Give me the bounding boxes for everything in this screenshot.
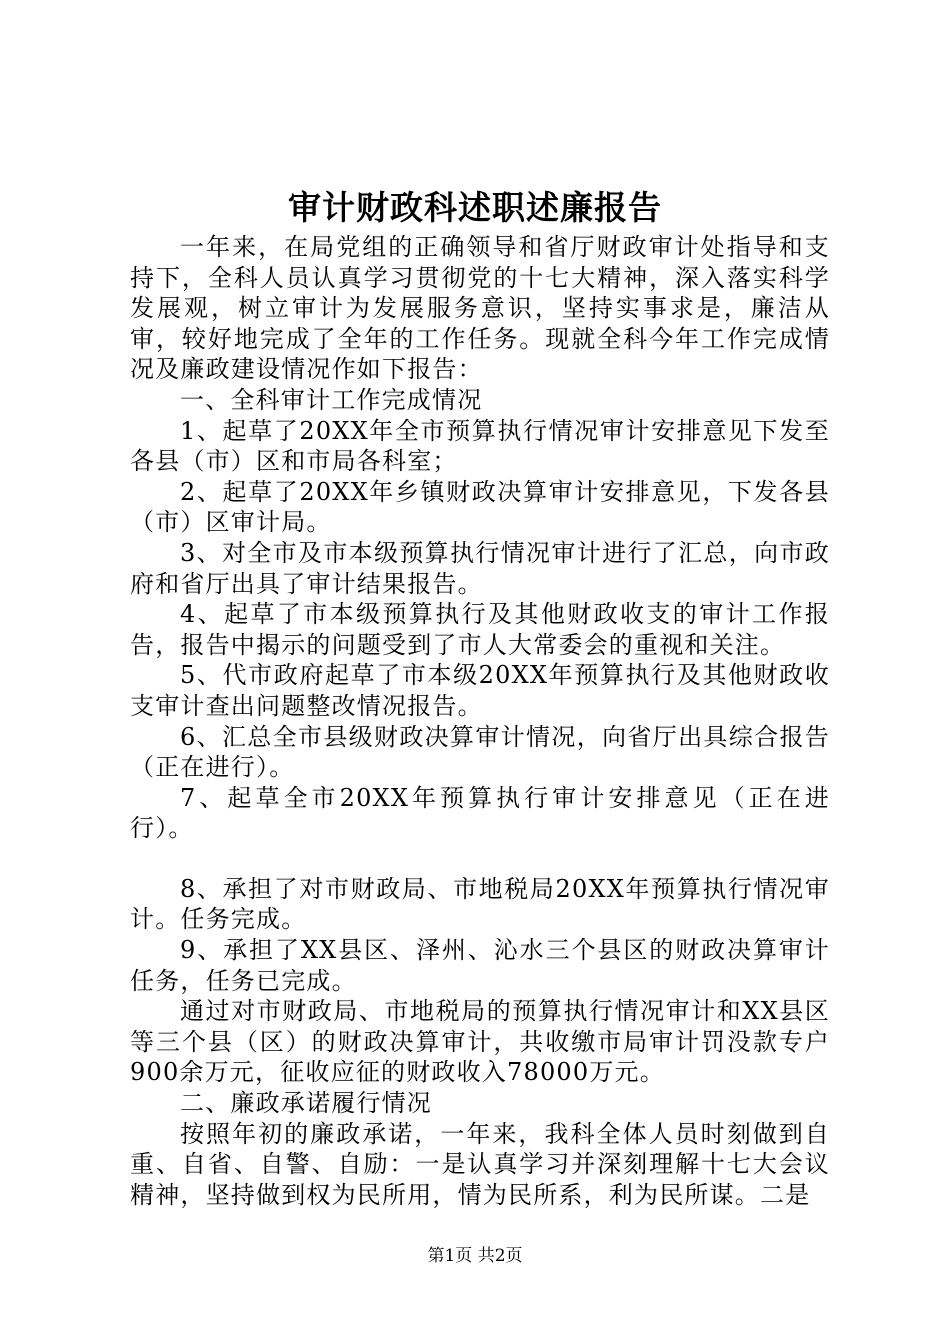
list-item-3: 3、对全市及市本级预算执行情况审计进行了汇总，向市政府和省厅出具了审计结果报告。: [130, 538, 830, 598]
page-footer: 第1页 共2页: [427, 1246, 523, 1266]
list-item-5: 5、代市政府起草了市本级20XX年预算执行及其他财政收支审计查出问题整改情况报告。: [130, 661, 830, 720]
section-heading-1: 一、全科审计工作完成情况: [180, 385, 483, 414]
document-body: [130, 232, 830, 1210]
list-item-8: 8、承担了对市财政局、市地税局20XX年预算执行情况审计。任务完成。: [130, 874, 830, 934]
list-item-6: 6、汇总全市县级财政决算审计情况，向省厅出具综合报告（正在进行）。: [130, 722, 830, 782]
section-heading-2: 二、廉政承诺履行情况: [180, 1089, 432, 1118]
paragraph-intro: 一年来，在局党组的正确领导和省厅财政审计处指导和支持下，全科人员认真学习贯彻党的十七大精神，深入落实科学发展观，树立审计为发展服务意识，坚持实事求是，廉洁从审，较好地完成了全年的工作任务。现就全科今年工作完成情况及廉政建设情况作如下报告：: [130, 233, 830, 384]
list-item-7: 7、起草全市20XX年预算执行审计安排意见（正在进行）。: [130, 783, 830, 843]
paragraph-integrity: 按照年初的廉政承诺，一年来，我科全体人员时刻做到自重、自省、自警、自励：一是认真学习并深刻理解十七大会议精神，坚持做到权为民所用，情为民所系，利为民所谋。二是: [130, 1119, 830, 1209]
list-item-9: 9、承担了XX县区、泽州、沁水三个县区的财政决算审计任务，任务已完成。: [130, 936, 830, 995]
document-title: 审计财政科述职述廉报告: [288, 188, 662, 227]
list-item-1: 1、起草了20XX年全市预算执行情况审计安排意见下发至各县（市）区和市局各科室；: [130, 416, 830, 476]
list-item-2: 2、起草了20XX年乡镇财政决算审计安排意见，下发各县（市）区审计局。: [130, 477, 830, 537]
paragraph-summary: 通过对市财政局、市地税局的预算执行情况审计和XX县区等三个县（区）的财政决算审计，共收缴市局审计罚没款专户900余万元，征收应征的财政收入78000万元。: [130, 997, 830, 1087]
list-item-4: 4、起草了市本级预算执行及其他财政收支的审计工作报告，报告中揭示的问题受到了市人大常委会的重视和关注。: [130, 600, 830, 659]
